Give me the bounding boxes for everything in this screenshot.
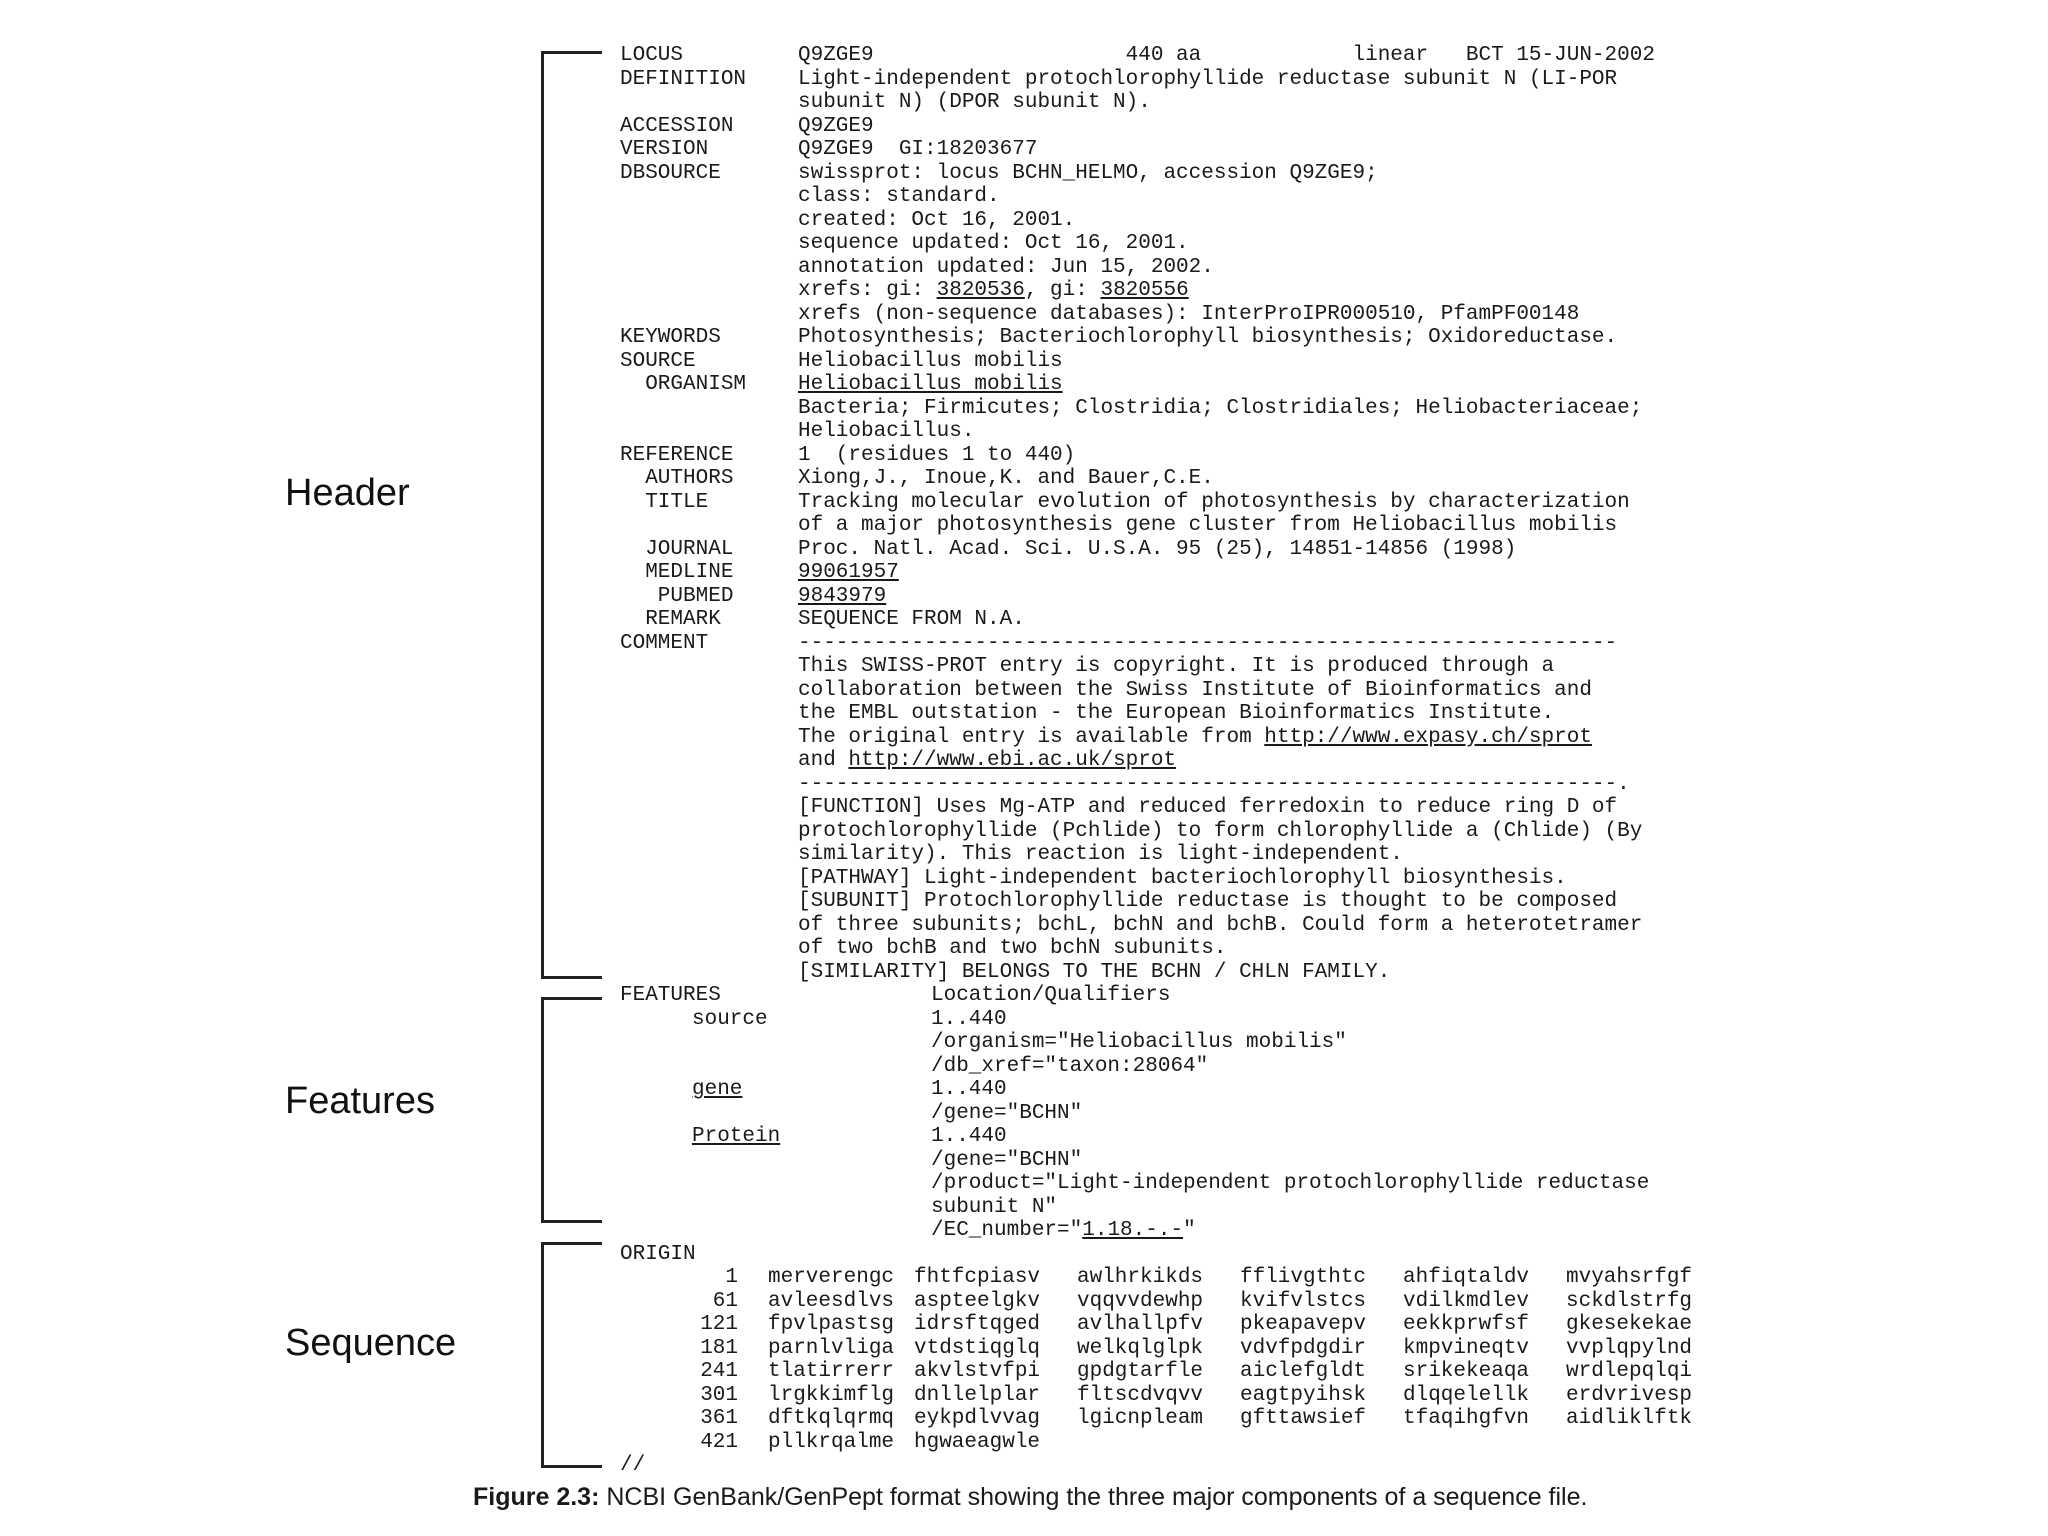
features-label: Features — [285, 1080, 435, 1122]
header-bracket — [541, 51, 602, 979]
caption-text: NCBI GenBank/GenPept format showing the three major components of a sequence file. — [599, 1483, 1588, 1511]
pubmed-link[interactable]: 9843979 — [798, 584, 887, 608]
header-label: Header — [285, 472, 410, 514]
ebi-link[interactable]: http://www.ebi.ac.uk/sprot — [848, 749, 1177, 772]
xref-gi-link-1[interactable]: 3820536 — [936, 279, 1025, 302]
caption-label: Figure 2.3: — [473, 1483, 600, 1511]
sequence-label: Sequence — [285, 1322, 457, 1364]
ec-number-link[interactable]: 1.18.-.- — [1082, 1219, 1184, 1242]
protein-link[interactable]: Protein — [692, 1125, 781, 1148]
xref-gi-link-2[interactable]: 3820556 — [1100, 279, 1189, 302]
gene-link[interactable]: gene — [692, 1078, 743, 1101]
expasy-link[interactable]: http://www.expasy.ch/sprot — [1264, 725, 1592, 749]
figure: Header Features Sequence LOCUS Q9ZGE9 440 aa linear BCT 15-JUN-2002 DEFINITION Light-independent protochlorophyllide reductase subunit N (LI-POR subunit N) (DPOR subunit N). ACCESSION Q9ZGE9 VERSION Q9ZGE9 GI:18203677 DBSOURCE swissprot: locus BCHN_HELMO, accession Q9ZGE9; class: standard. created: Oct 16, 2001. sequence updated: Oct 16, 2001. annotation updated: Jun 15, 2002. xrefs: gi: 3820536, gi: 3820556 xrefs (non-sequence databases): InterProIPR000510, PfamPF00148 KEYWORDS Photosynthesis; Bacteriochlorophyll biosynthesis; Oxidoreductase. SOURCE Heliobacillus mobilis ORGANISM Heliobacillus mobilis Bacteria; Firmicutes; Clostridia; Clostridiales; Heliobacteriaceae; Heliobacillus. REFERENCE 1 (residues 1 to 440) AUTHORS Xiong,J., Inoue,K. and Bauer,C.E. TITLE Tracking molecular evolution of photosynthesis by characterization of a major photosynthesis gene cluster from Heliobacillus mobilis JOURNAL Proc. Natl. Acad. Sci. U.S.A. 95 (25), 14851-14856 (1998) MEDLINE 99061957 PUBMED 9843979 REMARK SEQUENCE FROM N.A. COMMENT ----------------------------------------------------------------- This SWISS-PROT entry is copyright. It is produced through a collaboration between the Swiss Institute of Bioinformatics and the EMBL outstation - the European Bioinformatics Institute. The original entry is available from http://www.expasy.ch/sprot and http://www.ebi.ac.uk/sprot -----------------------------------------------------------------. [FUNCTION] Uses Mg-ATP and reduced ferredoxin to reduce ring D of protochlorophyllide (Pchlide) to form chlorophyllide a (Chlide) (By similarity). This reaction is light-independent. [PATHWAY] Light-independent bacteriochlorophyll biosynthesis. [SUBUNIT] Protochlorophyllide reductase is thought to be composed of three subunits; bchL, bchN and bchB. Could form a heterotetramer of two bchB and two bchN subunits. [SIMILARITY] BELONGS TO THE BCHN / CHLN FAMILY. FEATURES Location/Qualifiers source 1..440 /organism="Heliobacillus mobilis" /db_xref="taxon:28064" gene 1..440 /gene="BCHN" Protein 1..440 /gene="BCHN" /product="Light-independent protochlorophyllide reductase subunit N" /EC_number="1.18.-.-" ORIGIN 1 merverengc fhtfcpiasv awlhrkikds fflivgthtc ahfiqtaldv mvyahsrfgf 61 avleesdlvs aspteelgkv vqqvvdewhp kvifvlstcs vdilkmdlev sckdlstrfg 121 fpvlpastsg idrsftqged avlhallpfv pkeapavepv eekkprwfsf gkesekekae 181 parnlvliga vtdstiqglq welkqlglpk vdvfpdgdir kmpvineqtv vvplqpylnd 241 tlatirrerr akvlstvfpi gpdgtarfle aiclefgldt srikekeaqa wrdlepqlqi 301 lrgkkimflg dnllelplar fltscdvqvv eagtpyihsk dlqqelellk erdvrivesp 361 dftkqlqrmq eykpdlvvag lgicnpleam gfttawsief tfaqihgfvn aidliklftk 421 pllkrqalme hgwaeagwle // Figure 2.3: NCBI GenBank/GenPept format showing the three major components of a sequence file. — [285, 44, 1693, 1511]
features-bracket — [541, 997, 602, 1223]
medline-link[interactable]: 99061957 — [798, 561, 899, 584]
organism-link[interactable]: Heliobacillus mobilis — [798, 373, 1063, 396]
figure-caption — [473, 1483, 1587, 1512]
sequence-bracket — [541, 1242, 602, 1468]
